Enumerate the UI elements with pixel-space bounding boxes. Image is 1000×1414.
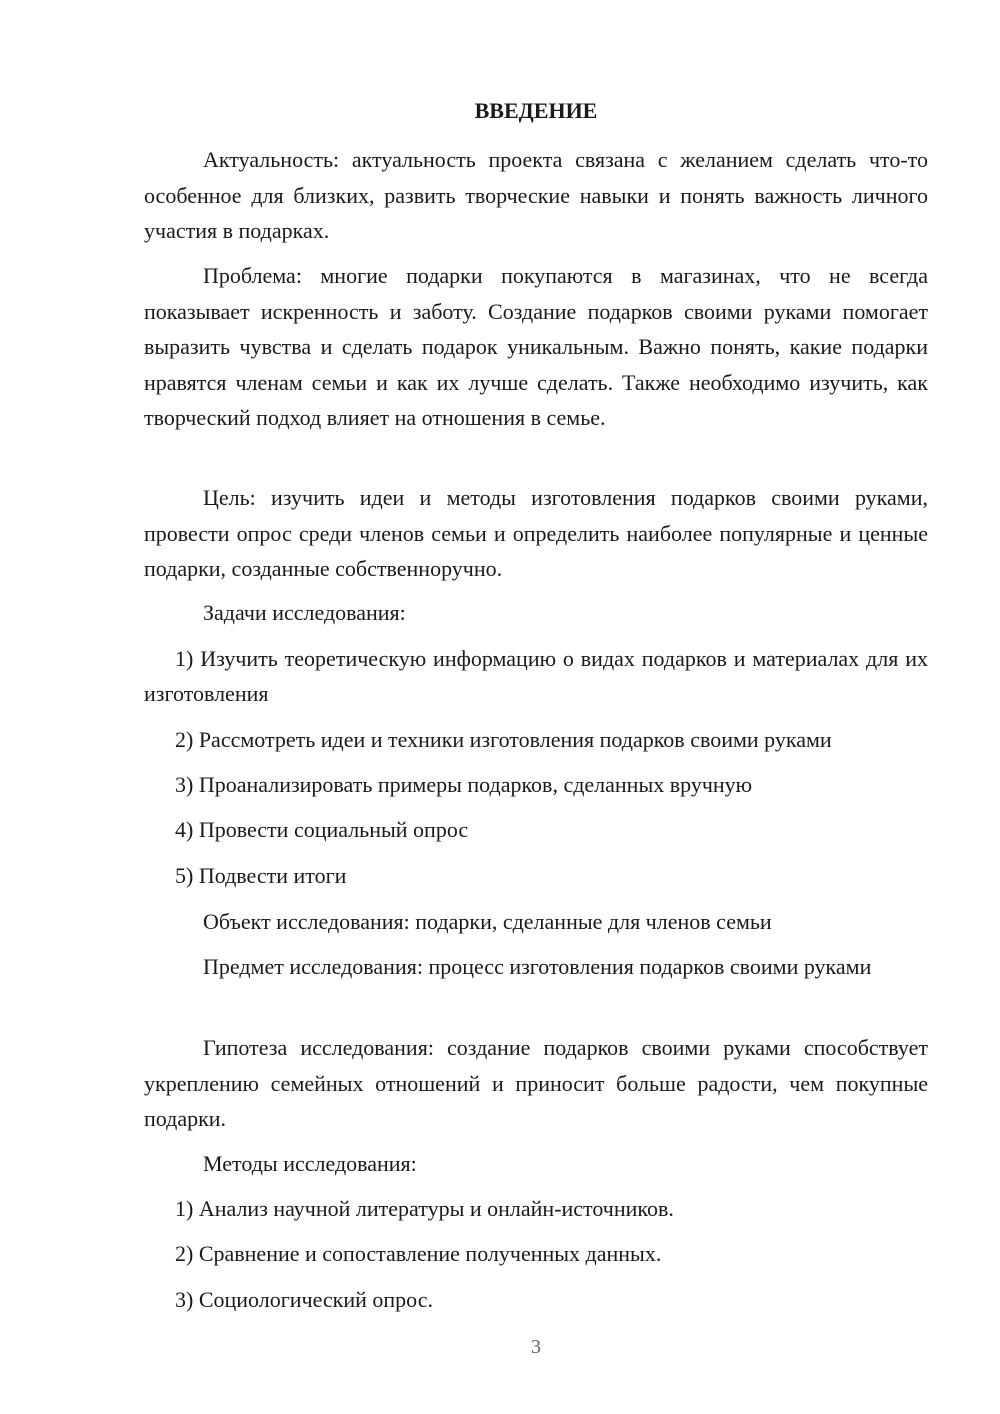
paragraph-relevance: Актуальность: актуальность проекта связана с желанием сделать что-то особенное для близких, развить творческие навыки и понять важность личного участия в подарках. [144,147,928,243]
paragraph-goal: Цель: изучить идеи и методы изготовления подарков своими руками, провести опрос среди членов семьи и определить наиболее популярные и ценные подарки, созданные собственноручно. [144,485,928,581]
paragraph-subject: Предмет исследования: процесс изготовления подарков своими руками [203,954,872,979]
paragraph-hypothesis: Гипотеза исследования: создание подарков своими руками способствует укреплению семейных отношений и приносит больше радости, чем покупные подарки. [144,1035,928,1131]
task-item: 4) Провести социальный опрос [175,817,469,842]
task-item: 1) Изучить теоретическую информацию о видах подарков и материалах для их изготовления [144,646,928,706]
method-item: 3) Социологический опрос. [175,1287,433,1312]
document-page [144,0,928,1414]
page-number: 3 [531,1336,541,1358]
task-item: 5) Подвести итоги [175,863,347,888]
page-title: ВВЕДЕНИЕ [474,98,598,123]
task-item: 2) Рассмотреть идеи и техники изготовления подарков своими руками [175,727,832,752]
method-item: 1) Анализ научной литературы и онлайн-источников. [175,1196,674,1221]
methods-heading: Методы исследования: [203,1151,417,1176]
task-item: 3) Проанализировать примеры подарков, сделанных вручную [175,772,753,797]
method-item: 2) Сравнение и сопоставление полученных данных. [175,1241,662,1266]
paragraph-object: Объект исследования: подарки, сделанные для членов семьи [203,909,772,934]
paragraph-problem: Проблема: многие подарки покупаются в магазинах, что не всегда показывает искренность и заботу. Создание подарков своими руками помогает выразить чувства и сделать подарок уникальным. Важно понять, какие подарки нравятся членам семьи и как их лучше сделать. Также необходимо изучить, как творческий подход влияет на отношения в семье. [144,263,928,430]
tasks-heading: Задачи исследования: [203,600,406,625]
